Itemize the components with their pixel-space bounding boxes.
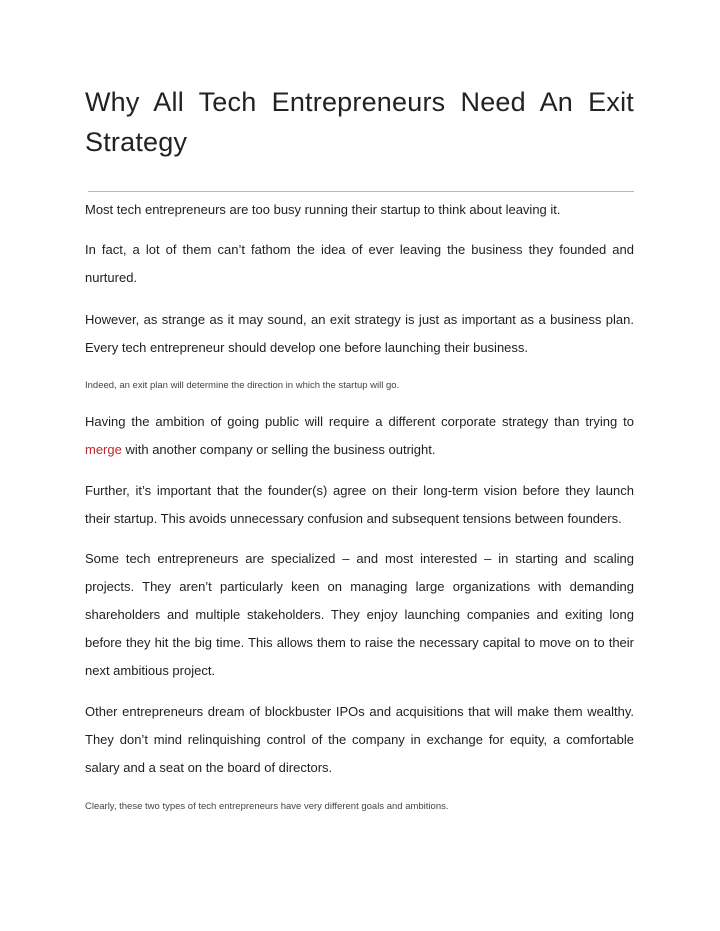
article-title: [85, 82, 634, 162]
paragraph-2: In fact, a lot of them can’t fathom the idea of ever leaving the business they founded and nurtured.: [85, 242, 634, 285]
merge-link[interactable]: merge: [85, 442, 122, 457]
paragraph-6: Further, it’s important that the founder(s) agree on their long-term vision before they launch their startup. This avoids unnecessary confusion and subsequent tensions between founders.: [85, 483, 634, 526]
paragraph-8: Other entrepreneurs dream of blockbuster IPOs and acquisitions that will make them wealthy. They don’t mind relinquishing control of the company in exchange for equity, a comfortable salary and a seat on the board of directors.: [85, 704, 634, 775]
article-body: [85, 196, 634, 818]
article-title-line-2: Strategy: [85, 127, 188, 157]
article-title-line-1: Why All Tech Entrepreneurs Need An Exit: [85, 87, 634, 117]
paragraph-4: Indeed, an exit plan will determine the direction in which the startup will go.: [85, 380, 400, 391]
paragraph-5-text-start: Having the ambition of going public will require a different corporate strategy than trying to: [85, 414, 634, 429]
paragraph-3: However, as strange as it may sound, an exit strategy is just as important as a business plan. Every tech entrepreneur should develop one before launching their business.: [85, 312, 634, 355]
paragraph-7: Some tech entrepreneurs are specialized – and most interested – in starting and scaling projects. They aren’t particularly keen on managing large organizations with demanding shareholders and multiple stakeholders. They enjoy launching companies and exiting long before they hit the big time. This allows them to raise the necessary capital to move on to their next ambitious project.: [85, 551, 634, 678]
paragraph-5-text-end: with another company or selling the business outright.: [121, 442, 436, 457]
title-divider: [88, 191, 634, 192]
paragraph-9: Clearly, these two types of tech entrepreneurs have very different goals and ambitions.: [85, 801, 449, 812]
paragraph-5: [85, 408, 634, 464]
paragraph-1: Most tech entrepreneurs are too busy running their startup to think about leaving it.: [85, 202, 561, 217]
